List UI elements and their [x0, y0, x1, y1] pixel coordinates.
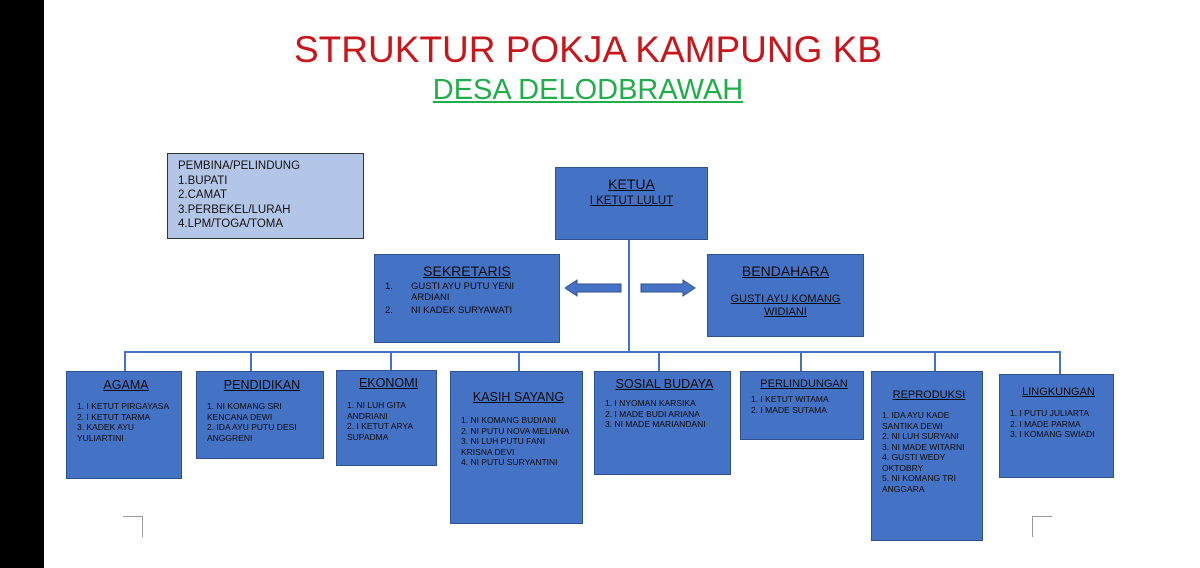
drop-line-lingkungan: [1059, 351, 1061, 374]
member-item: 2. NI LUH SURYANI: [882, 431, 959, 441]
pembina-box: [167, 153, 364, 239]
member-item: 3. NI MADE MARIANDANI: [605, 419, 706, 429]
pembina-line: 3.PERBEKEL/LURAH: [178, 203, 291, 216]
ketua-title: KETUA: [608, 176, 655, 192]
member-list: [207, 401, 317, 443]
arrow-left-icon: [565, 279, 623, 297]
member-list: [77, 401, 175, 443]
drop-line-reproduksi: [934, 351, 936, 371]
corner-mark-left: [123, 516, 143, 537]
member-list: [347, 400, 430, 442]
pembina-line: PEMBINA/PELINDUNG: [178, 160, 301, 172]
bendahara-title: BENDAHARA: [741, 263, 830, 279]
sekretaris-member: [385, 305, 549, 316]
ketua-name: I KETUT LULUT: [589, 195, 674, 207]
page-title: STRUKTUR POKJA KAMPUNG KB: [294, 29, 882, 70]
division-lingkungan: [999, 374, 1114, 478]
bendahara-name: GUSTI AYU KOMANG WIDIANI: [730, 293, 841, 318]
pembina-line: 2.CAMAT: [178, 189, 227, 201]
drop-line-agama: [124, 351, 126, 371]
member-item: 1. NI KOMANG SRI KENCANA DEWI: [207, 401, 282, 422]
bendahara-box: [707, 254, 864, 337]
member-item: 3. NI MADE WITARNI: [882, 441, 965, 452]
member-number: 1.: [385, 281, 393, 292]
member-item: 1. I PUTU JULIARTA: [1010, 408, 1090, 418]
division-agama: [66, 371, 182, 479]
division-perlindungan: [740, 371, 864, 440]
member-item: 5. NI KOMANG TRI ANGGARA: [882, 473, 956, 494]
division-title: SOSIAL BUDAYA: [615, 377, 714, 391]
drop-line-pendidikan: [250, 351, 252, 371]
ketua-box: [555, 167, 708, 240]
member-number: 2.: [385, 305, 393, 316]
division-pendidikan: [196, 371, 324, 459]
division-kasih-sayang: [450, 371, 583, 524]
member-item: 2. NI PUTU NOVA MELIANA: [461, 425, 570, 436]
member-item: 4. NI PUTU SURYANTINI: [461, 457, 558, 467]
member-item: 3. I KOMANG SWIADI: [1010, 429, 1095, 439]
division-title: LINGKUNGAN: [1022, 386, 1095, 398]
trunk-line: [628, 240, 630, 351]
member-item: 2. I MADE PARMA: [1010, 418, 1081, 429]
division-reproduksi: [871, 371, 983, 541]
division-sosial-budaya: [594, 371, 731, 475]
division-title: REPRODUKSI: [892, 389, 966, 401]
drop-line-perlindungan: [800, 351, 802, 371]
member-item: 3. NI LUH PUTU FANI KRISNA DEVI: [461, 436, 546, 457]
member-item: 1. NI KOMANG BUDIANI: [461, 415, 556, 425]
member-item: 4. GUSTI WEDY OKTOBRY: [882, 452, 946, 473]
division-title: AGAMA: [103, 378, 149, 392]
member-list: [461, 415, 576, 468]
sekretaris-title: SEKRETARIS: [423, 263, 511, 279]
member-item: 2. I MADE BUDI ARIANA: [605, 408, 700, 419]
member-item: 2. I KETUT TARMA: [77, 411, 151, 422]
member-list: [751, 394, 857, 415]
division-title: EKONOMI: [358, 376, 419, 390]
pembina-line: 4.LPM/TOGA/TOMA: [178, 218, 284, 230]
left-black-bar: [0, 0, 44, 568]
page-subtitle: DESA DELODBRAWAH: [432, 74, 744, 106]
horizontal-connector: [124, 351, 1061, 353]
sekretaris-box: [374, 254, 560, 343]
drop-line-kasih-sayang: [518, 351, 520, 371]
drop-line-sosial-budaya: [658, 351, 660, 371]
pembina-line: 1.BUPATI: [178, 174, 228, 187]
corner-mark-right: [1032, 516, 1052, 537]
member-item: 1. IDA AYU KADE SANTIKA DEWI: [882, 410, 950, 431]
member-list: [1010, 408, 1107, 440]
sekretaris-member: [385, 281, 549, 303]
member-list: [882, 410, 976, 494]
division-ekonomi: [336, 370, 437, 466]
division-title: PERLINDUNGAN: [760, 378, 848, 390]
division-title: KASIH SAYANG: [472, 390, 565, 404]
member-name: NI KADEK SURYAWATI: [411, 305, 513, 316]
arrow-right-icon: [639, 279, 697, 297]
member-item: 3. KADEK AYU YULIARTINI: [77, 422, 135, 443]
member-item: 1. NI LUH GITA ANDRIANI: [347, 400, 406, 421]
member-item: 2. IDA AYU PUTU DESI ANGGRENI: [207, 422, 297, 443]
member-item: 2. I KETUT ARYA SUPADMA: [347, 421, 413, 442]
member-list: [605, 398, 724, 430]
member-item: 1. I KETUT PIRGAYASA: [77, 401, 170, 411]
member-item: 1. I KETUT WITAMA: [751, 394, 829, 404]
division-title: PENDIDIKAN: [223, 378, 301, 392]
member-item: 2. I MADE SUTAMA: [751, 404, 827, 415]
member-name: GUSTI AYU PUTU YENI ARDIANI: [411, 281, 515, 303]
member-item: 1. I NYOMAN KARSIKA: [605, 398, 696, 408]
drop-line-ekonomi: [390, 351, 392, 370]
